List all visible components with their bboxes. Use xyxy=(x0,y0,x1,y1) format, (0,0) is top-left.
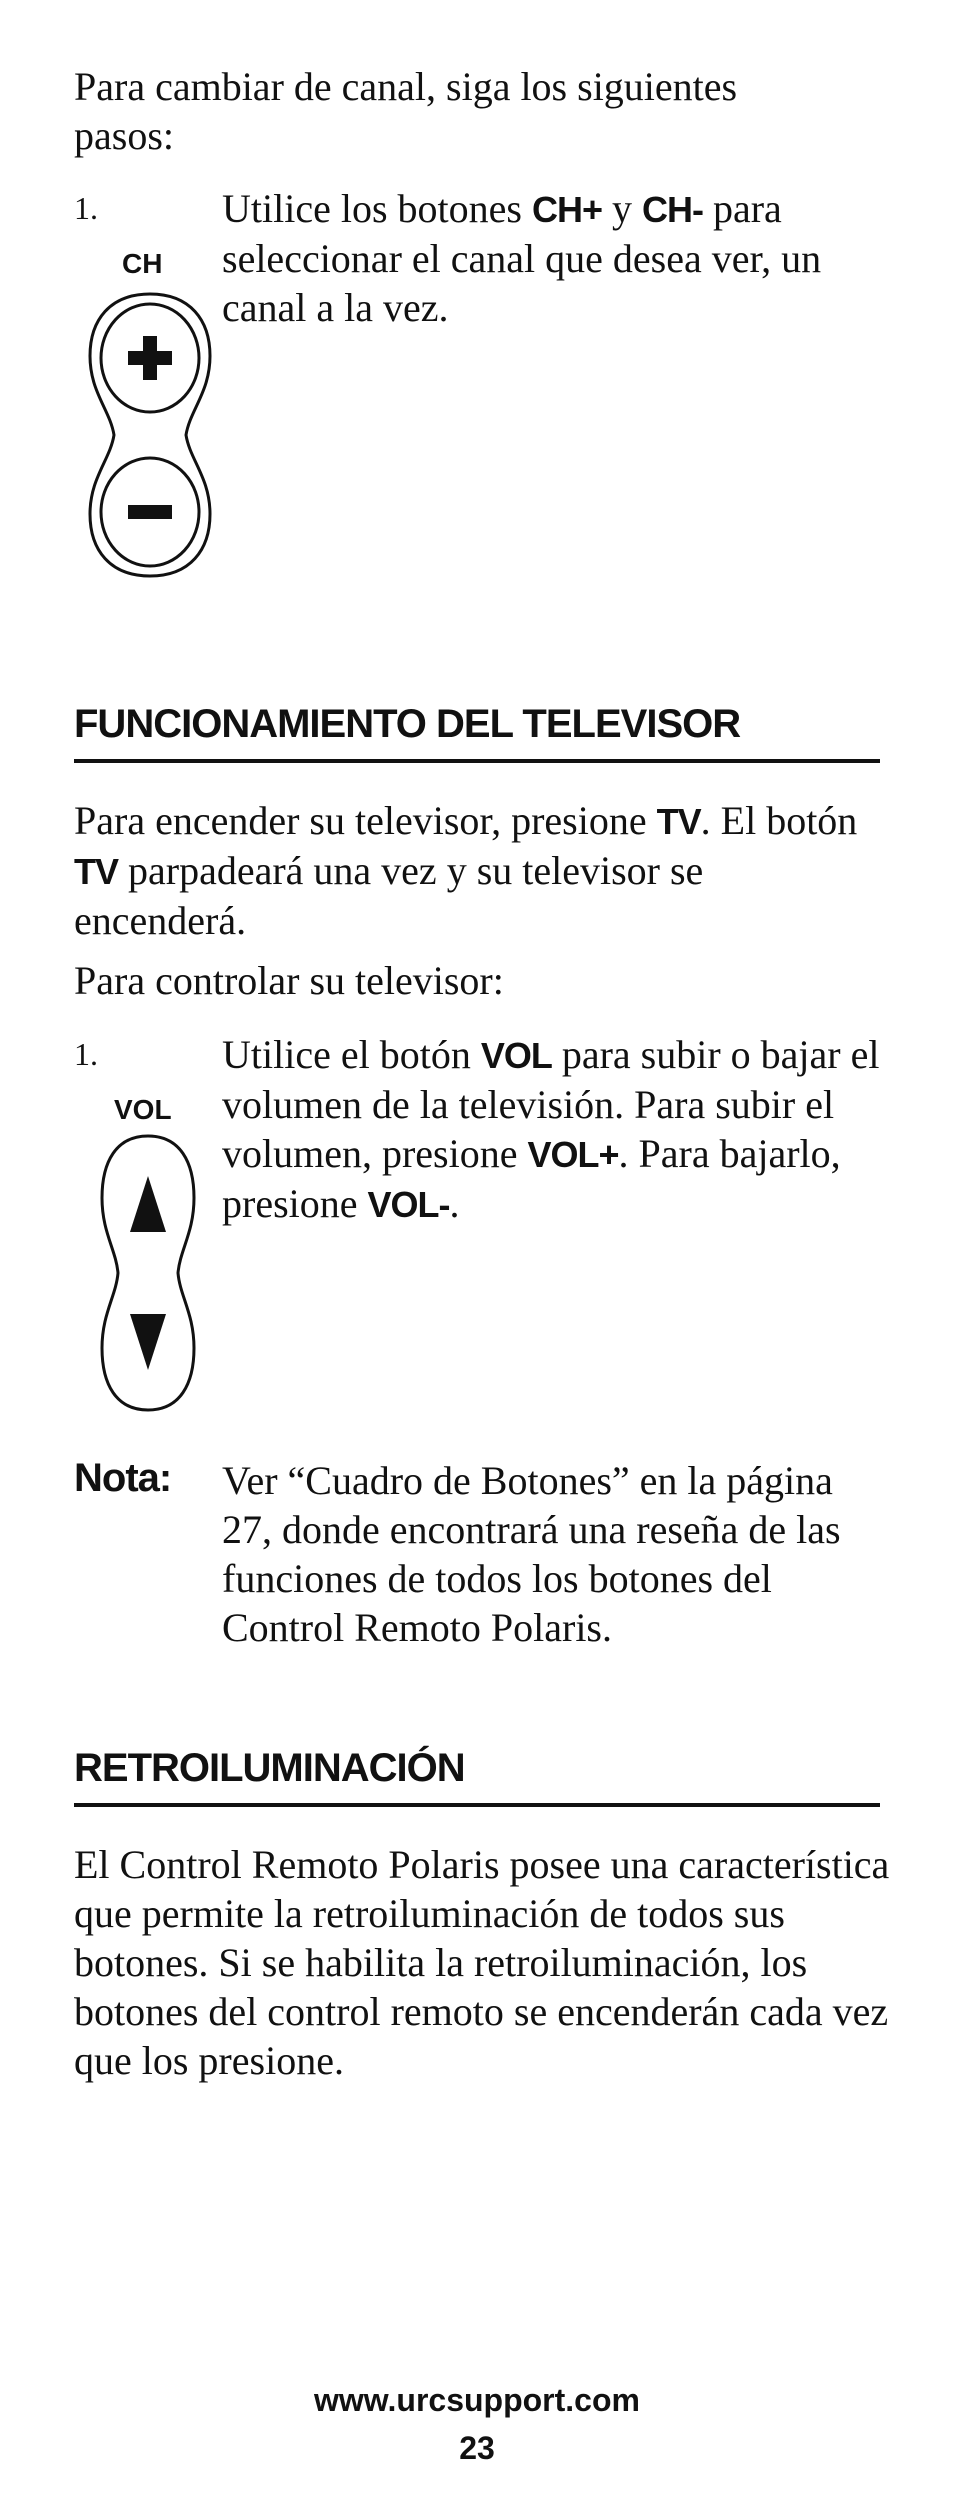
backlight-paragraph: El Control Remoto Polaris posee una característica que permite la retroiluminación de todos sus botones. Si se habilita la retroiluminación, los botones del control remoto se encenderán cada vez que los presione. xyxy=(74,1842,890,2083)
tv-control-intro: Para controlar su televisor: xyxy=(74,958,504,1003)
vol-icon-label: VOL xyxy=(114,1094,172,1125)
tv-power-paragraph: Para encender su televisor, presione TV. El botón TV parpadeará una vez y su televisor se encenderá. xyxy=(74,798,858,943)
page-number: 23 xyxy=(459,2430,495,2466)
vol-rocker-icon xyxy=(96,1132,200,1414)
ch-rocker-icon xyxy=(82,290,218,580)
vol-up-arrow-icon xyxy=(130,1176,166,1232)
ch-intro: Para cambiar de canal, siga los siguientes pasos: xyxy=(74,64,738,158)
tv-section-heading: FUNCIONAMIENTO DEL TELEVISOR xyxy=(74,702,880,763)
support-url: www.urcsupport.com xyxy=(314,2382,640,2418)
nota-text: Ver “Cuadro de Botones” en la página 27, donde encontrará una reseña de las funciones de todos los botones del Control Remoto Polaris. xyxy=(222,1458,841,1650)
ch-icon-label: CH xyxy=(122,248,163,279)
ch-step-number: 1. xyxy=(74,190,98,226)
vol-step-number: 1. xyxy=(74,1036,98,1072)
backlight-section-heading: RETROILUMINACIÓN xyxy=(74,1746,880,1807)
nota-label: Nota: xyxy=(74,1456,172,1500)
ch-step-text: Utilice los botones CH+ y CH- para seleccionar el canal que desea ver, un canal a la vez. xyxy=(222,186,822,330)
vol-down-arrow-icon xyxy=(130,1314,166,1370)
vol-step-text: Utilice el botón VOL para subir o bajar el volumen de la televisión. Para subir el volumen, presione VOL+. Para bajarlo, presione VOL-. xyxy=(222,1032,880,1226)
